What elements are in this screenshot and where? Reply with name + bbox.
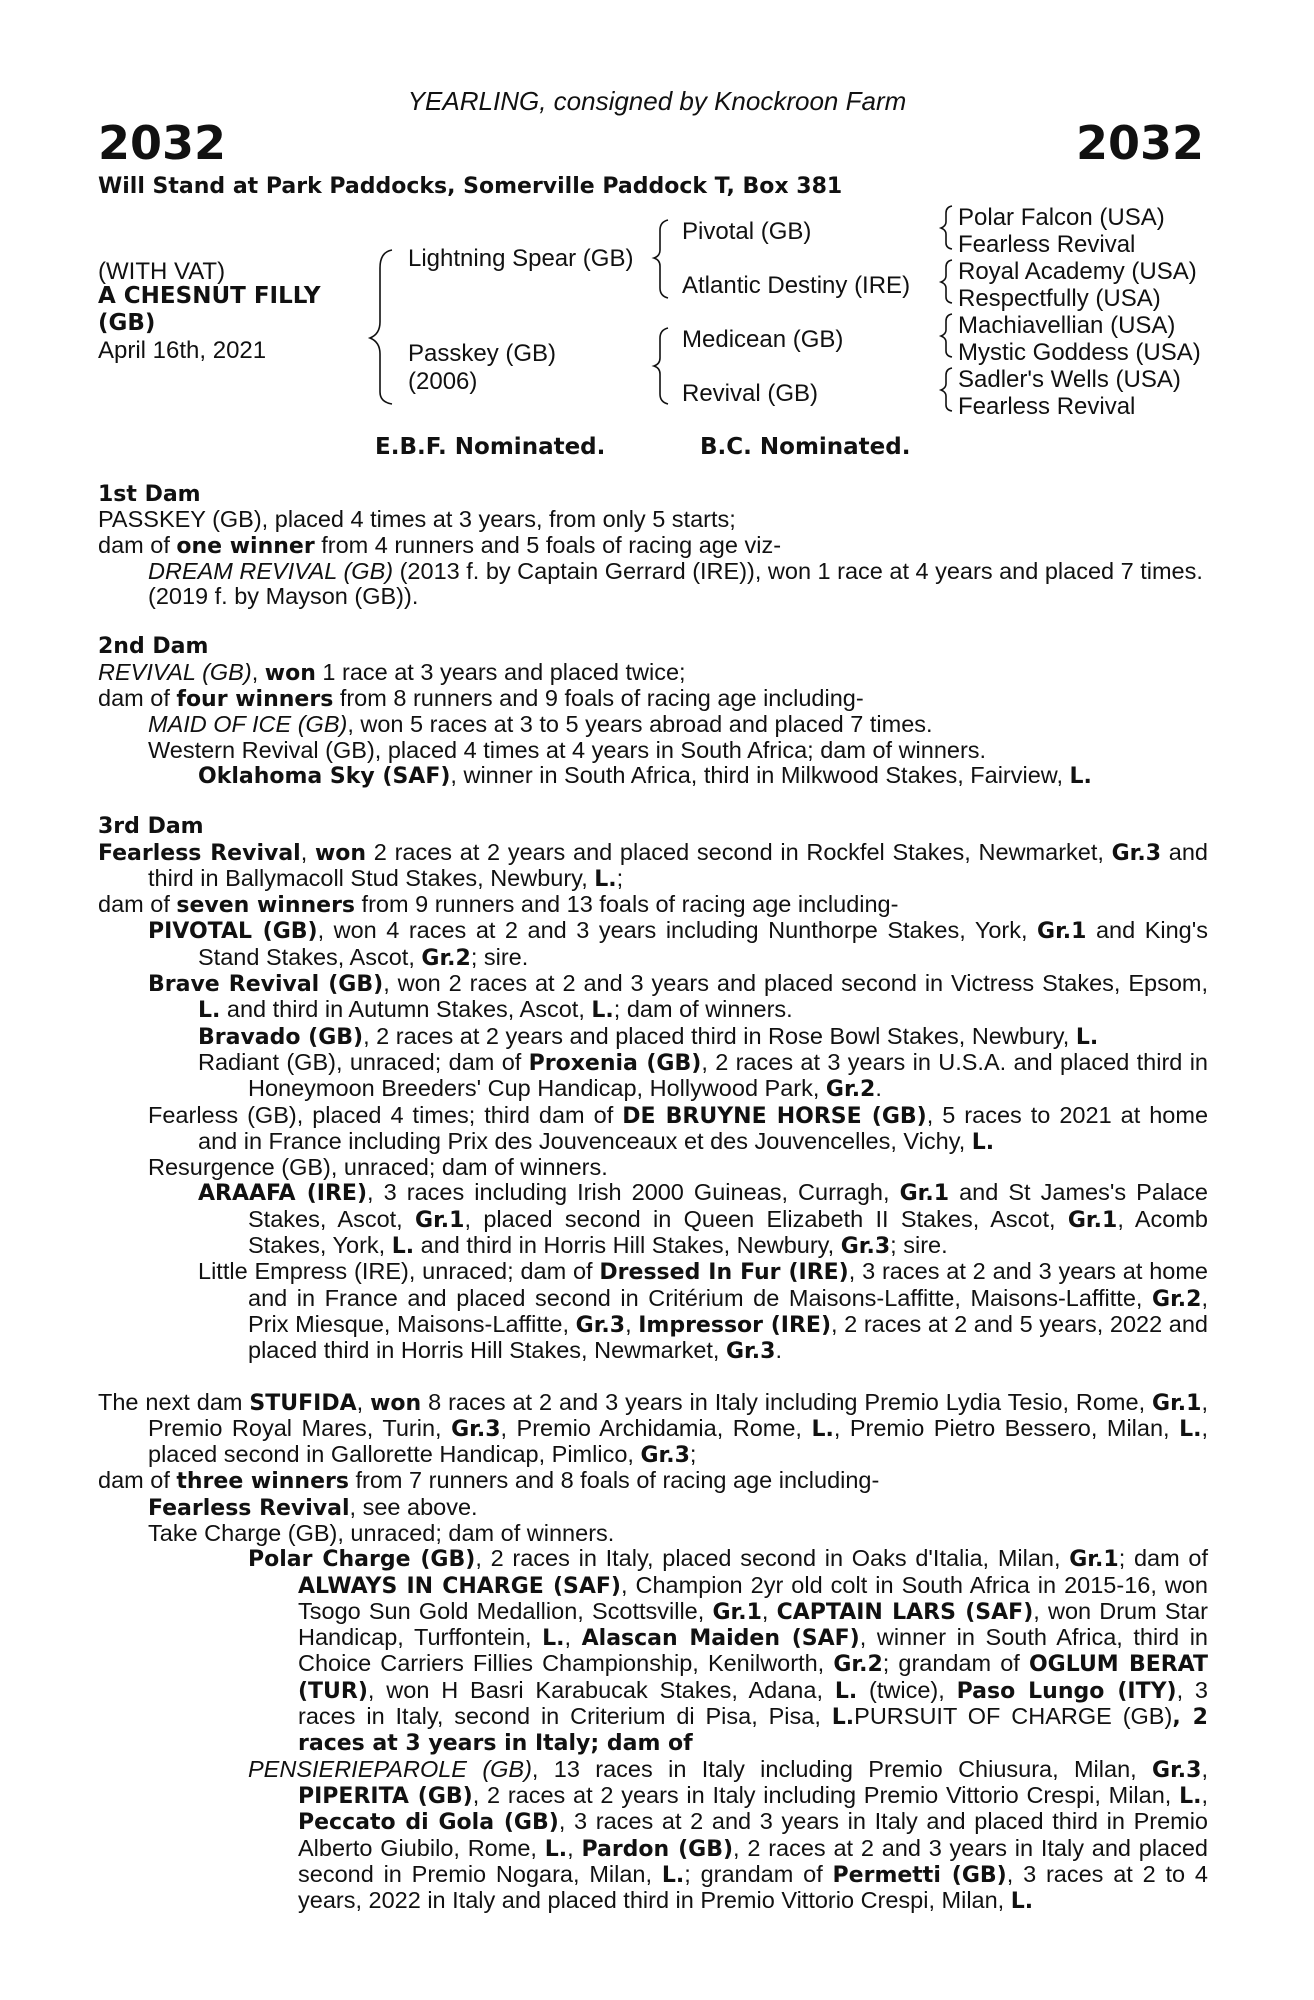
brace-main: [370, 250, 392, 404]
produce-entry: Fearless (GB), placed 4 times; third dam of DE BRUYNE HORSE (GB), 5 races to 2021 at home and in France including Prix des Jouvenceaux et des Jouvencelles, Vichy, L.: [148, 1101, 1209, 1155]
first-dam-produce-line: dam of one winner from 4 runners and 5 foals of racing age viz-: [98, 531, 782, 559]
pedigree-g3-6: Mystic Goddess (USA): [958, 339, 1201, 366]
produce-entry: MAID OF ICE (GB), won 5 races at 3 to 5 years abroad and placed 7 times.: [148, 711, 933, 738]
horse-dob: April 16th, 2021: [98, 337, 267, 364]
produce-entry: PIVOTAL (GB), won 4 races at 2 and 3 years including Nunthorpe Stakes, York, Gr.1 and King's Stand Stakes, Ascot, Gr.2; sire.: [148, 917, 1208, 971]
third-dam-heading: 3rd Dam: [98, 814, 204, 840]
brace-dam: [654, 328, 668, 404]
pedigree-dam-sire: Medicean (GB): [682, 326, 844, 353]
pedigree-sire-dam: Atlantic Destiny (IRE): [682, 272, 911, 299]
produce-entry: (2019 f. by Mayson (GB)).: [148, 583, 419, 610]
brace-sire: [654, 220, 668, 298]
brace-sd: [941, 260, 952, 303]
vat-note: (WITH VAT): [98, 258, 226, 285]
produce-entry: Fearless Revival, see above.: [148, 1493, 478, 1521]
pedigree-dam-dam: Revival (GB): [682, 380, 819, 407]
produce-entry: Bravado (GB), 2 races at 2 years and placed third in Rose Bowl Stakes, Newbury, L.: [198, 1022, 1099, 1050]
produce-entry: Resurgence (GB), unraced; dam of winners.: [148, 1154, 608, 1181]
pedigree-g3-3: Royal Academy (USA): [958, 258, 1197, 285]
pedigree-g3-8: Fearless Revival: [958, 393, 1136, 420]
brace-ss: [941, 206, 952, 249]
lot-number-left: 2032: [98, 116, 227, 170]
pedigree-g3-5: Machiavellian (USA): [958, 312, 1176, 339]
lot-number-right: 2032: [1075, 116, 1204, 170]
produce-entry: ARAAFA (IRE), 3 races including Irish 2000 Guineas, Curragh, Gr.1 and St James's Palace Stakes, Ascot, Gr.1, placed second in Queen Elizabeth II Stakes, Ascot, Gr.1, Acomb Stakes, York, L. and third in Horris Hill Stakes, Newbury, Gr.3; sire.: [198, 1179, 1209, 1260]
pedigree-g3-4: Respectfully (USA): [958, 285, 1161, 312]
horse-name-line2: (GB): [98, 310, 156, 336]
pedigree-dam-year: (2006): [408, 368, 478, 395]
pedigree-g3-2: Fearless Revival: [958, 231, 1136, 258]
pedigree-g3-1: Polar Falcon (USA): [958, 204, 1165, 231]
produce-entry: Little Empress (IRE), unraced; dam of Dressed In Fur (IRE), 3 races at 2 and 3 years at home and in France and placed second in Critérium de Maisons-Laffitte, Maisons-Laffitte, Gr.2, Prix Miesque, Maisons-Laffitte, Gr.3, Impressor (IRE), 2 races at 2 and 5 years, 2022 and placed third in Horris Hill Stakes, Newmarket, Gr.3.: [198, 1258, 1208, 1365]
produce-entry: Brave Revival (GB), won 2 races at 2 and 3 years and placed second in Victress Stakes, Epsom, L. and third in Autumn Stakes, Ascot, L.; dam of winners.: [148, 970, 1209, 1024]
pedigree-sire-sire: Pivotal (GB): [682, 218, 812, 245]
brace-ds: [941, 314, 952, 357]
second-dam-heading: 2nd Dam: [98, 634, 209, 660]
pedigree-g3-7: Sadler's Wells (USA): [958, 366, 1181, 393]
pedigree-sire: Lightning Spear (GB): [408, 245, 634, 272]
produce-entry: Take Charge (GB), unraced; dam of winners.: [148, 1519, 615, 1546]
first-dam-heading: 1st Dam: [98, 482, 201, 507]
first-dam-line: PASSKEY (GB), placed 4 times at 3 years, from only 5 starts;: [98, 506, 736, 533]
brace-dd: [941, 368, 952, 411]
produce-entry: Radiant (GB), unraced; dam of Proxenia (GB), 2 races at 3 years in U.S.A. and placed third in Honeymoon Breeders' Cup Handicap, Hollywood Park, Gr.2.: [198, 1048, 1208, 1103]
pedigree-dam: Passkey (GB): [408, 340, 557, 367]
produce-entry: DREAM REVIVAL (GB) (2013 f. by Captain Gerrard (IRE)), won 1 race at 4 years and placed 7 times.: [148, 557, 1203, 584]
produce-entry: Western Revival (GB), placed 4 times at 4 years in South Africa; dam of winners.: [148, 736, 987, 763]
horse-name-line1: A CHESNUT FILLY: [98, 283, 321, 309]
next-dam-line: The next dam STUFIDA, won 8 races at 2 and 3 years in Italy including Premio Lydia Tesio, Rome, Gr.1, Premio Royal Mares, Turin, Gr.3, Premio Archidamia, Rome, L., Premio Pietro Bessero, Milan, L., placed second in Gallorette Handicap, Pimlico, Gr.3;: [98, 1388, 1208, 1469]
catalogue-body: [98, 482, 1208, 1914]
sale-subtitle: YEARLING, consigned by Knockroon Farm: [407, 86, 907, 116]
produce-entry: Polar Charge (GB), 2 races in Italy, placed second in Oaks d'Italia, Milan, Gr.1; dam of ALWAYS IN CHARGE (SAF), Champion 2yr old colt in South Africa in 2015-16, won Tsogo Sun Gold Medallion, Scottsville, Gr.1, CAPTAIN LARS (SAF), won Drum Star Handicap, Turffontein, L., Alascan Maiden (SAF), winner in South Africa, third in Choice Carriers Fillies Championship, Kenilworth, Gr.2; grandam of OGLUM BERAT (TUR), won H Basri Karabucak Stakes, Adana, L. (twice), Paso Lungo (ITY), 3 races in Italy, second in Criterium di Pisa, Pisa, L.PURSUIT OF CHARGE (GB), 2 races at 3 years in Italy; dam of: [248, 1545, 1209, 1757]
stand-location: Will Stand at Park Paddocks, Somerville Paddock T, Box 381: [98, 174, 843, 199]
ebf-nomination: E.B.F. Nominated.: [375, 434, 606, 460]
third-dam-produce-line: dam of seven winners from 9 runners and 13 foals of racing age including-: [98, 891, 899, 919]
third-dam-line: Fearless Revival, won 2 races at 2 years and placed second in Rockfel Stakes, Newmarket, Gr.3 and third in Ballymacoll Stud Stakes, Newbury, L.;: [98, 838, 1208, 892]
bc-nomination: B.C. Nominated.: [700, 434, 911, 460]
second-dam-line: REVIVAL (GB), won 1 race at 3 years and placed twice;: [98, 658, 686, 686]
produce-entry: PENSIERIEPAROLE (GB), 13 races in Italy including Premio Chiusura, Milan, Gr.3, PIPERITA (GB), 2 races at 2 years in Italy including Premio Vittorio Crespi, Milan, L., Peccato di Gola (GB), 3 races at 2 and 3 years in Italy and placed third in Premio Alberto Giubilo, Rome, L., Pardon (GB), 2 races at 2 and 3 years in Italy and placed second in Premio Nogara, Milan, L.; grandam of Permetti (GB), 3 races at 2 to 4 years, 2022 in Italy and placed third in Premio Vittorio Crespi, Milan, L.: [248, 1755, 1209, 1915]
second-dam-produce-line: dam of four winners from 8 runners and 9 foals of racing age including-: [98, 685, 864, 713]
next-dam-produce-line: dam of three winners from 7 runners and 8 foals of racing age including-: [98, 1467, 880, 1495]
produce-entry: Oklahoma Sky (SAF), winner in South Africa, third in Milkwood Stakes, Fairview, L.: [198, 761, 1092, 789]
